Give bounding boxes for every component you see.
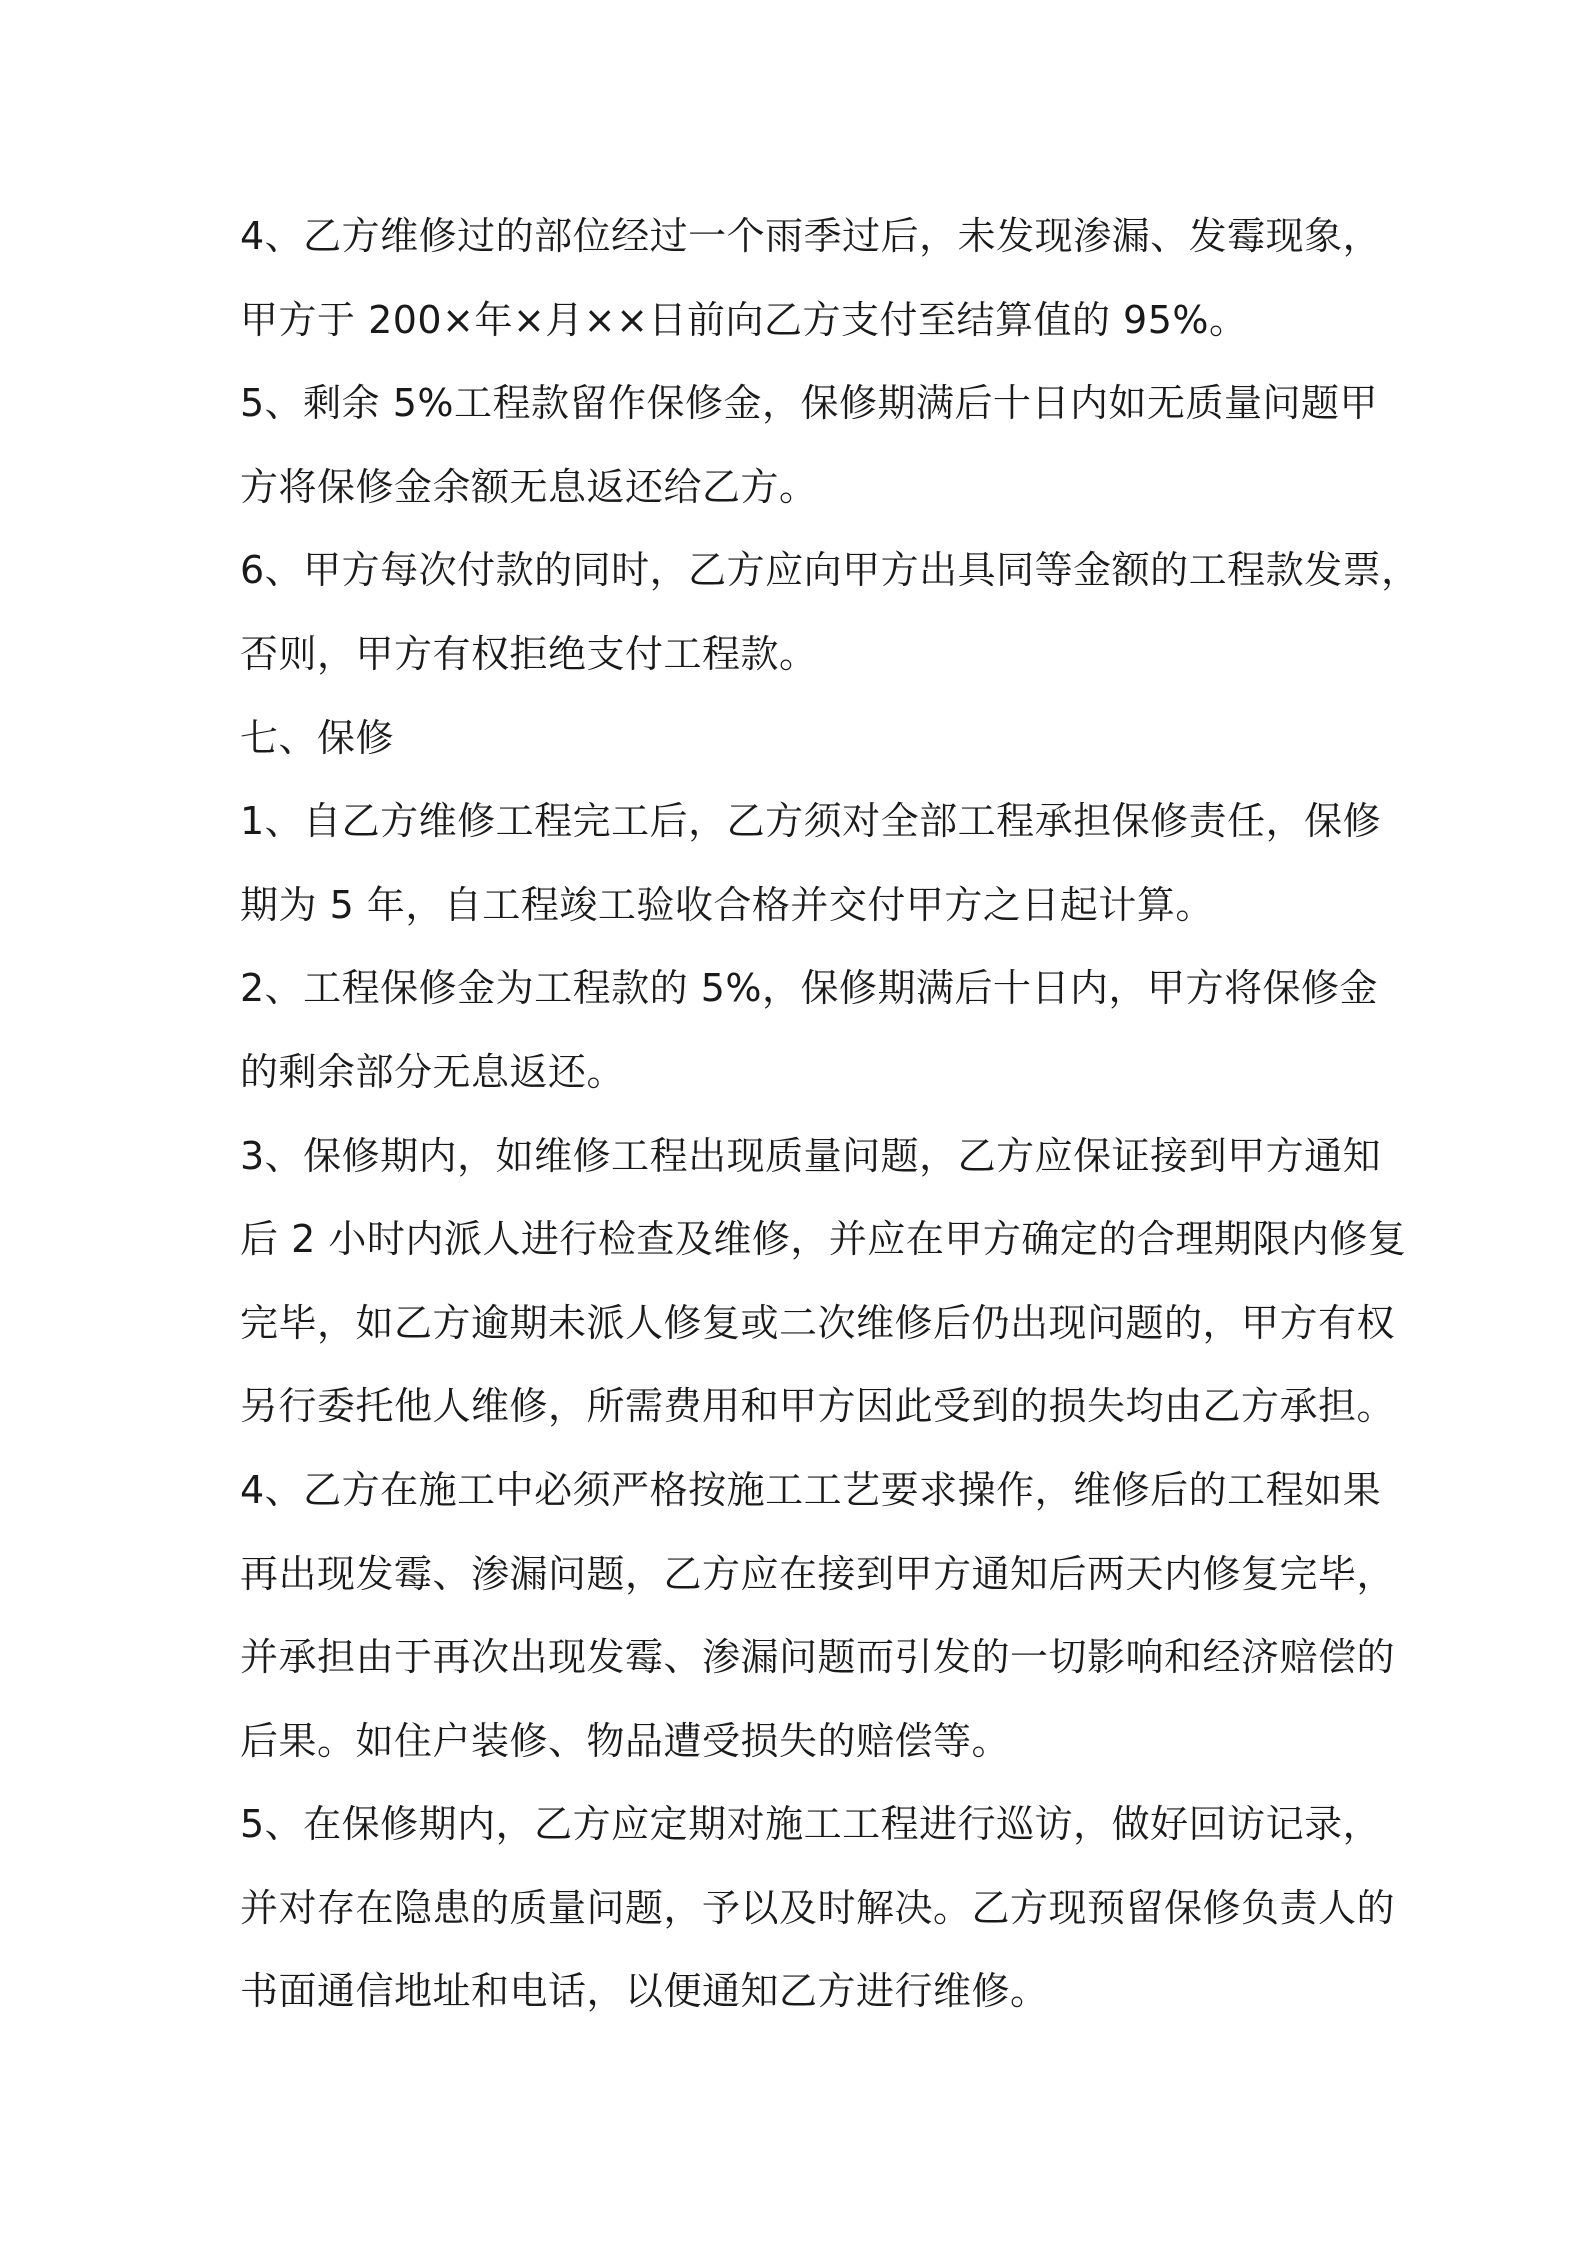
- text-line: 的剩余部分无息返还。: [240, 1049, 626, 1094]
- text-line: 4、乙方在施工中必须严格按施工工艺要求操作，维修后的工程如果: [240, 1467, 1382, 1512]
- text-line: 期为 5 年，自工程竣工验收合格并交付甲方之日起计算。: [240, 882, 1214, 927]
- text-line: 5、在保修期内，乙方应定期对施工工程进行巡访，做好回访记录，: [240, 1802, 1382, 1847]
- text-line: 3、保修期内，如维修工程出现质量问题，乙方应保证接到甲方通知: [240, 1133, 1382, 1178]
- text-line: 1、自乙方维修工程完工后，乙方须对全部工程承担保修责任，保修: [240, 799, 1382, 844]
- text-line: 方将保修金余额无息返还给乙方。: [240, 464, 818, 509]
- text-line: 后果。如住户装修、物品遭受损失的赔偿等。: [240, 1718, 1011, 1763]
- text-line: 并对存在隐患的质量问题，予以及时解决。乙方现预留保修负责人的: [240, 1885, 1396, 1930]
- text-line: 4、乙方维修过的部位经过一个雨季过后，未发现渗漏、发霉现象，: [240, 214, 1382, 258]
- text-line: 并承担由于再次出现发霉、渗漏问题而引发的一切影响和经济赔偿的: [240, 1635, 1396, 1680]
- text-line: 完毕，如乙方逾期未派人修复或二次维修后仍出现问题的，甲方有权: [240, 1300, 1396, 1345]
- text-line: 再出现发霉、渗漏问题，乙方应在接到甲方通知后两天内修复完毕，: [240, 1551, 1396, 1596]
- text-line: 另行委托他人维修，所需费用和甲方因此受到的损失均由乙方承担。: [240, 1384, 1396, 1429]
- text-line: 6、甲方每次付款的同时，乙方应向甲方出具同等金额的工程款发票，: [240, 548, 1420, 593]
- text-line: 甲方于 200×年×月××日前向乙方支付至结算值的 95%。: [240, 297, 1248, 342]
- document-body: [240, 195, 1420, 2034]
- text-line: 后 2 小时内派人进行检查及维修，并应在甲方确定的合理期限内修复: [240, 1217, 1407, 1262]
- section-heading: 七、保修: [240, 715, 395, 760]
- text-line: 2、工程保修金为工程款的 5%，保修期满后十日内，甲方将保修金: [240, 966, 1379, 1011]
- text-line: 5、剩余 5%工程款留作保修金，保修期满后十日内如无质量问题甲: [240, 381, 1379, 426]
- text-line: 否则，甲方有权拒绝支付工程款。: [240, 631, 818, 676]
- text-line: 书面通信地址和电话，以便通知乙方进行维修。: [240, 1969, 1049, 2014]
